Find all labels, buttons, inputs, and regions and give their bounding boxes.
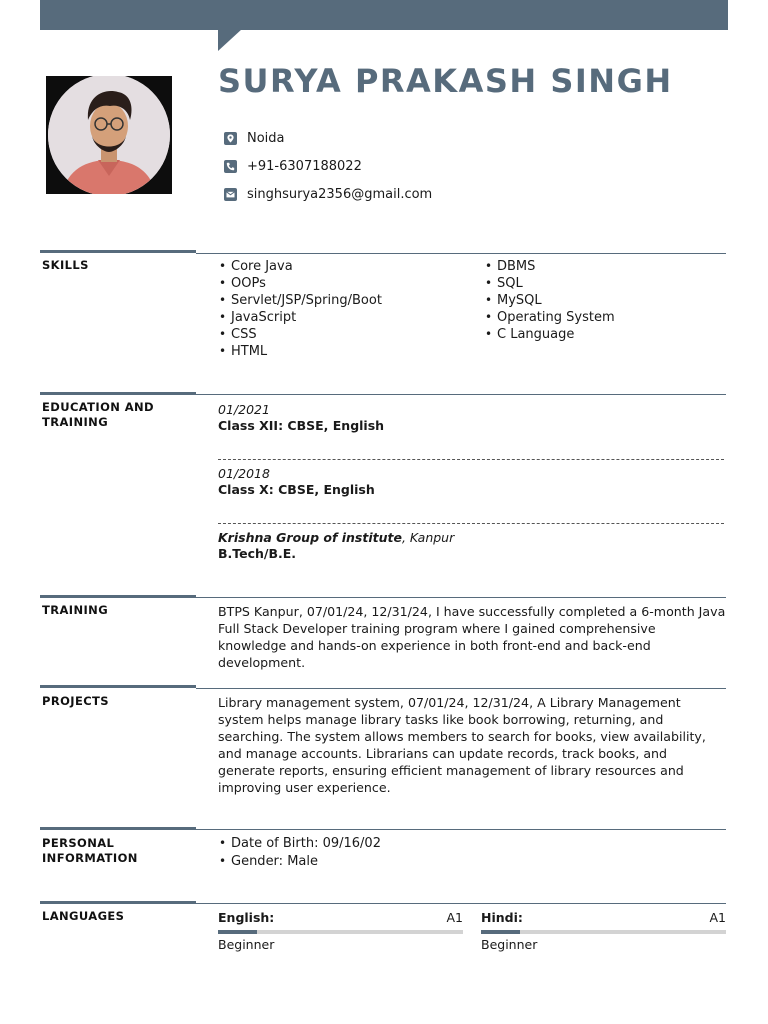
language-english <box>218 910 463 952</box>
personal-list <box>218 835 381 870</box>
projects-description: Library management system, 07/01/24, 12/31/24, A Library Management system helps manage library tasks like book borrowing, returning, and searching. The system allows members to search for books, view availability, and manage accounts. Librarians can update records, track books, and generate reports, ensuring efficient management of library resources and improving user experience. <box>218 695 706 795</box>
list-item: • Servlet/JSP/Spring/Boot <box>218 292 382 309</box>
avatar <box>48 76 170 194</box>
education-title: EDUCATION AND TRAINING <box>42 400 154 429</box>
list-item: • Gender: Male <box>218 853 381 871</box>
list-item: • Core Java <box>218 258 382 275</box>
skills-list-left <box>218 258 382 360</box>
skills-accent-bar <box>40 250 196 253</box>
projects-title: PROJECTS <box>42 694 109 708</box>
list-item: • HTML <box>218 343 382 360</box>
languages-accent-bar <box>40 901 196 904</box>
contact-phone <box>224 157 362 175</box>
projects-divider <box>196 688 726 689</box>
contact-location <box>224 129 285 147</box>
skills-divider <box>196 253 726 254</box>
language-proficiency-fill <box>218 930 257 934</box>
list-item: • CSS <box>218 326 382 343</box>
skills-list-right <box>484 258 615 343</box>
education-accent-bar <box>40 392 196 395</box>
list-item: • OOPs <box>218 275 382 292</box>
language-level-label: Beginner <box>481 937 538 952</box>
list-item: • SQL <box>484 275 615 292</box>
languages-divider <box>196 903 726 904</box>
language-level-code: A1 <box>709 910 726 925</box>
list-item: • DBMS <box>484 258 615 275</box>
contact-email <box>224 185 432 203</box>
education-date: 01/2018 <box>218 466 270 481</box>
language-level-code: A1 <box>446 910 463 925</box>
language-name: Hindi: <box>481 910 523 925</box>
avatar-illustration <box>48 76 170 194</box>
list-item: • C Language <box>484 326 615 343</box>
language-proficiency-fill <box>481 930 520 934</box>
training-description: BTPS Kanpur, 07/01/24, 12/31/24, I have successfully completed a 6-month Java Full Stack Developer training program where I gained comprehensive knowledge and hands-on experience in both front-end and back-end development. <box>218 604 726 670</box>
training-accent-bar <box>40 595 196 598</box>
education-degree: Class XII: CBSE, English <box>218 418 385 433</box>
list-item: • Operating System <box>484 309 615 326</box>
education-degree: B.Tech/B.E. <box>218 546 297 561</box>
list-item: • JavaScript <box>218 309 382 326</box>
header-notch <box>218 29 242 51</box>
list-item: • MySQL <box>484 292 615 309</box>
candidate-name: SURYA PRAKASH SINGH <box>218 62 673 100</box>
training-divider <box>196 597 726 598</box>
education-separator <box>218 523 724 524</box>
profile-photo <box>46 76 172 194</box>
language-hindi <box>481 910 726 952</box>
email-icon <box>224 188 237 201</box>
language-proficiency-bar <box>481 930 726 934</box>
skills-title: SKILLS <box>42 258 89 272</box>
education-date: 01/2021 <box>218 402 270 417</box>
training-title: TRAINING <box>42 603 109 617</box>
education-degree: Class X: CBSE, English <box>218 482 375 497</box>
language-name: English: <box>218 910 275 925</box>
language-proficiency-bar <box>218 930 463 934</box>
location-icon <box>224 132 237 145</box>
phone-icon <box>224 160 237 173</box>
personal-accent-bar <box>40 827 196 830</box>
list-item: • Date of Birth: 09/16/02 <box>218 835 381 853</box>
personal-divider <box>196 829 726 830</box>
education-institution: Krishna Group of institute, Kanpur <box>218 530 455 545</box>
personal-title: PERSONAL INFORMATION <box>42 836 138 865</box>
languages-title: LANGUAGES <box>42 909 125 923</box>
projects-accent-bar <box>40 685 196 688</box>
education-divider <box>196 394 726 395</box>
education-separator <box>218 459 724 460</box>
email-text[interactable]: singhsurya2356@gmail.com <box>247 186 433 202</box>
language-level-label: Beginner <box>218 937 275 952</box>
phone-text[interactable]: +91-6307188022 <box>247 158 362 174</box>
header-bar <box>40 0 728 30</box>
location-text: Noida <box>247 130 285 146</box>
